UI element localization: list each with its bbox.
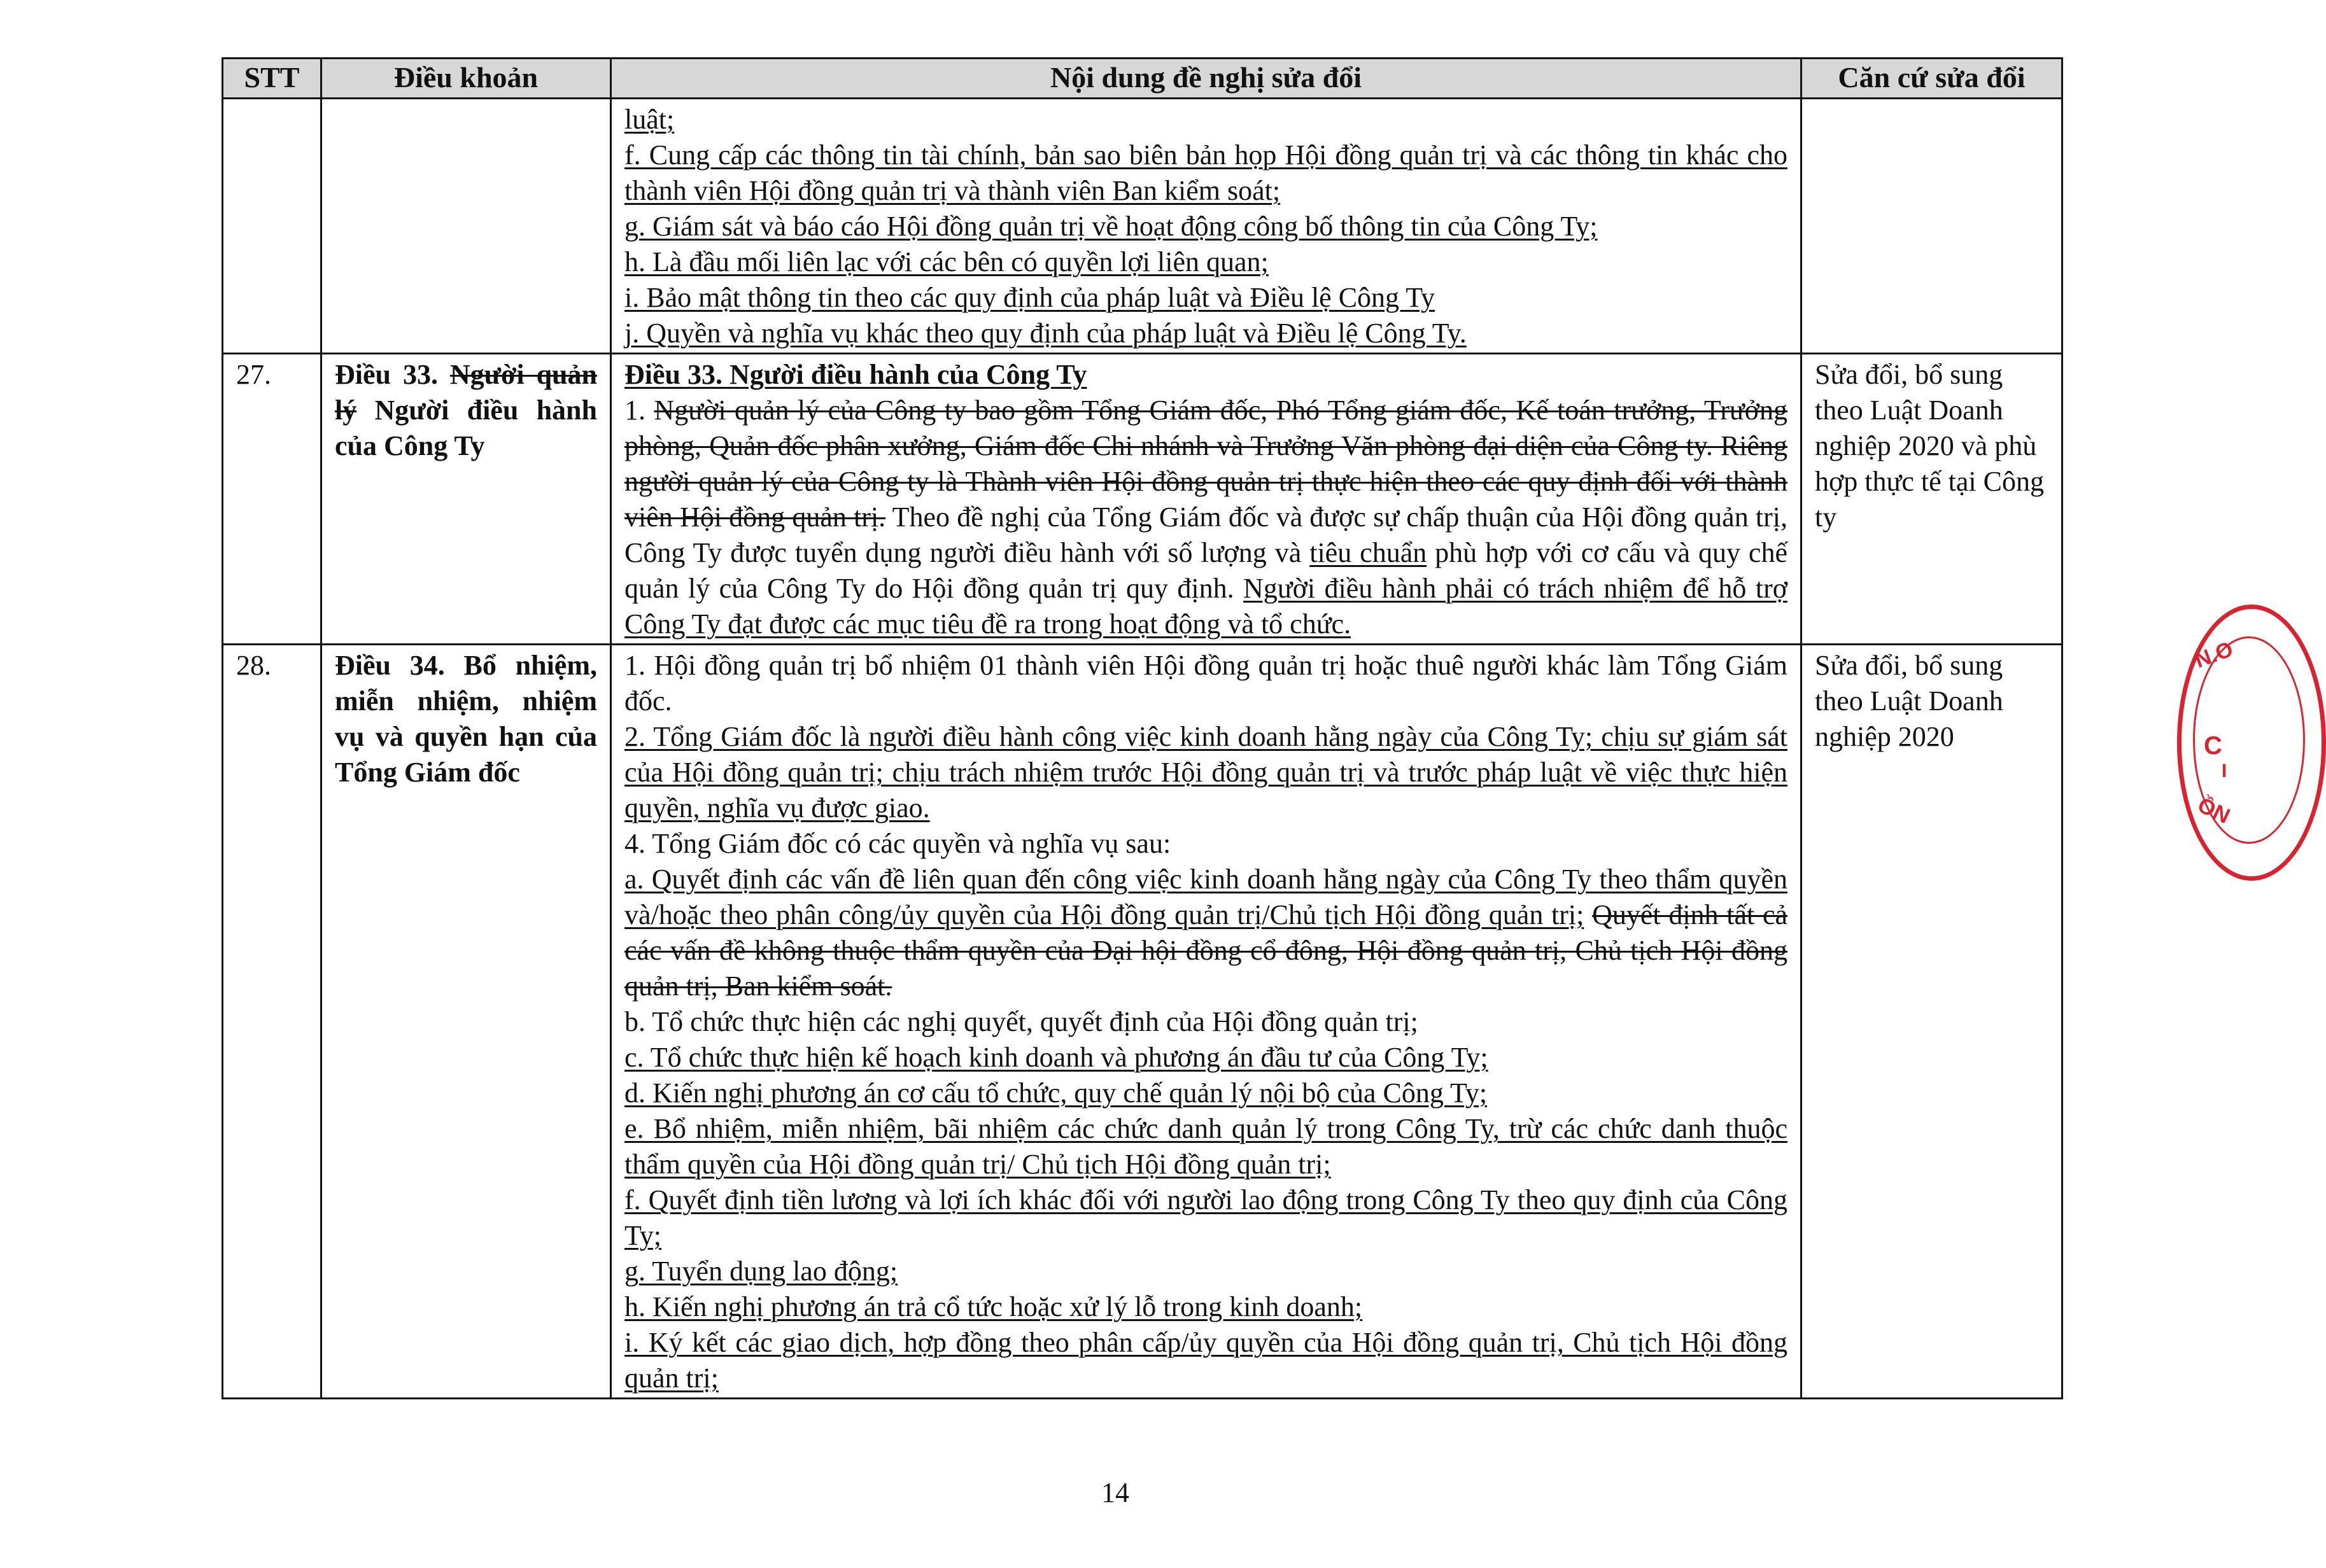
content-line: g. Giám sát và báo cáo Hội đồng quản trị về hoạt động công bố thông tin của Công Ty; [624, 211, 1598, 242]
content-line: 2. Tổng Giám đốc là người điều hành công việc kinh doanh hằng ngày của Công Ty; chịu sự giám sát của Hội đồng quản trị; chịu trách nhiệm trước Hội đồng quản trị và trước pháp luật về việc thực hiện quyền, nghĩa vụ được giao. [624, 721, 1787, 823]
row-number: 28. [223, 645, 321, 1399]
content-line: f. Cung cấp các thông tin tài chính, bản sao biên bản họp Hội đồng quản trị và các thông tin khác cho thành viên Hội đồng quản trị và thành viên Ban kiểm soát; [624, 139, 1787, 206]
header-row [223, 59, 2062, 99]
seal-lettering: C [2204, 732, 2222, 760]
seal-lettering: I [2222, 760, 2227, 781]
content-line: 4. Tổng Giám đốc có các quyền và nghĩa vụ sau: [624, 828, 1171, 859]
content-line: 1. Hội đồng quản trị bổ nhiệm 01 thành viên Hội đồng quản trị hoặc thuê người khác làm Tổng Giám đốc. [624, 650, 1787, 717]
deleted-text: Quyết định tất cả các vấn đề không thuộc thẩm quyền của Đại hội đồng cổ đông, Hội đồng quản trị, Chủ tịch Hội đồng quản trị, Ban kiểm soát. [624, 899, 1788, 1002]
clause-cell [321, 354, 611, 645]
content-line: h. Là đầu mối liên lạc với các bên có quyền lợi liên quan; [624, 246, 1269, 277]
basis-cell: Sửa đổi, bổ sung theo Luật Doanh nghiệp 2020 [1801, 645, 2062, 1399]
paragraph-text: phù hợp với cơ cấu và quy chế quản lý của Công Ty do Hội đồng quản trị quy định. [624, 537, 1787, 604]
content-line: e. Bổ nhiệm, miễn nhiệm, bãi nhiệm các chức danh quản lý trong Công Ty, trừ các chức danh thuộc thẩm quyền của Hội đồng quản trị/ Chủ tịch Hội đồng quản trị; [624, 1113, 1787, 1180]
row-number: 27. [223, 354, 321, 645]
seal-lettering: N.O [2192, 636, 2236, 673]
inserted-text: tiêu chuẩn [1309, 537, 1427, 568]
content-cell [611, 354, 1801, 645]
header-content: Nội dung đề nghị sửa đổi [611, 59, 1801, 99]
clause-cell [321, 99, 611, 354]
table-row-continued [223, 99, 2062, 354]
content-line: i. Ký kết các giao dịch, hợp đồng theo phân cấp/ủy quyền của Hội đồng quản trị, Chủ tịch Hội đồng quản trị; [624, 1327, 1787, 1394]
clause-new-text: Người điều hành của Công Ty [335, 395, 597, 461]
content-line: d. Kiến nghị phương án cơ cấu tổ chức, quy chế quản lý nội bộ của Công Ty; [624, 1077, 1488, 1109]
article-title: Điều 33. Người điều hành của Công Ty [624, 359, 1087, 390]
content-line: luật; [624, 104, 675, 135]
content-cell [611, 645, 1801, 1399]
page-number: 14 [1101, 1477, 1129, 1508]
paragraph-text: Theo đề nghị của Tổng Giám đốc và được sự chấp thuận của Hội đồng quản trị, Công Ty được tuyển dụng người điều hành với số lượng và [624, 501, 1788, 568]
table-row-28 [223, 645, 2062, 1399]
content-cell [611, 99, 1801, 354]
basis-cell [1801, 99, 2062, 354]
header-basis: Căn cứ sửa đổi [1801, 59, 2062, 99]
clause-cell: Điều 34. Bổ nhiệm, miễn nhiệm, nhiệm vụ và quyền hạn của Tổng Giám đốc [321, 645, 611, 1399]
deleted-text: Người quản lý của Công ty bao gồm Tổng Giám đốc, Phó Tổng giám đốc, Kế toán trưởng, Trưởng phòng, Quản đốc phân xưởng, Giám đốc Chi nhánh và Trưởng Văn phòng đại diện của Công ty. Riêng người quản lý của Công ty là Thành viên Hội đồng quản trị thực hiện theo các quy định đối với thành viên Hội đồng quản trị. [624, 395, 1787, 533]
content-paragraph [624, 393, 1787, 642]
inserted-text: Người điều hành phải có trách nhiệm để hỗ trợ Công Ty đạt được các mục tiêu đề ra trong hoạt động và tổ chức. [624, 573, 1787, 640]
content-line [624, 862, 1787, 1004]
header-clause: Điều khoản [321, 59, 611, 99]
inserted-text: a. Quyết định các vấn đề liên quan đến công việc kinh doanh hằng ngày của Công Ty theo thẩm quyền và/hoặc theo phân công/ủy quyền của Hội đồng quản trị/Chủ tịch Hội đồng quản trị; [624, 864, 1787, 930]
paragraph-number: 1. [624, 395, 654, 426]
content-line: g. Tuyển dụng lao động; [624, 1256, 898, 1287]
seal-lettering: ỒN [2194, 793, 2234, 829]
amendment-table [222, 57, 2063, 1399]
clause-prefix: Điều 33. [335, 359, 438, 390]
content-line: i. Bảo mật thông tin theo các quy định của pháp luật và Điều lệ Công Ty [624, 282, 1435, 313]
table-row-27 [223, 354, 2062, 645]
header-stt: STT [223, 59, 321, 99]
row-number-cell [223, 99, 321, 354]
content-line: b. Tổ chức thực hiện các nghị quyết, quyết định của Hội đồng quản trị; [624, 1006, 1418, 1037]
content-line: j. Quyền và nghĩa vụ khác theo quy định của pháp luật và Điều lệ Công Ty. [624, 318, 1467, 349]
basis-cell: Sửa đổi, bổ sung theo Luật Doanh nghiệp 2020 và phù hợp thực tế tại Công ty [1801, 354, 2062, 645]
content-line: f. Quyết định tiền lương và lợi ích khác đối với người lao động trong Công Ty theo quy định của Công Ty; [624, 1184, 1787, 1251]
clause-deleted-text: Người quản lý [335, 359, 597, 426]
content-line: h. Kiến nghị phương án trả cổ tức hoặc xử lý lỗ trong kinh doanh; [624, 1291, 1363, 1322]
content-line: c. Tổ chức thực hiện kế hoạch kinh doanh và phương án đầu tư của Công Ty; [624, 1042, 1488, 1073]
